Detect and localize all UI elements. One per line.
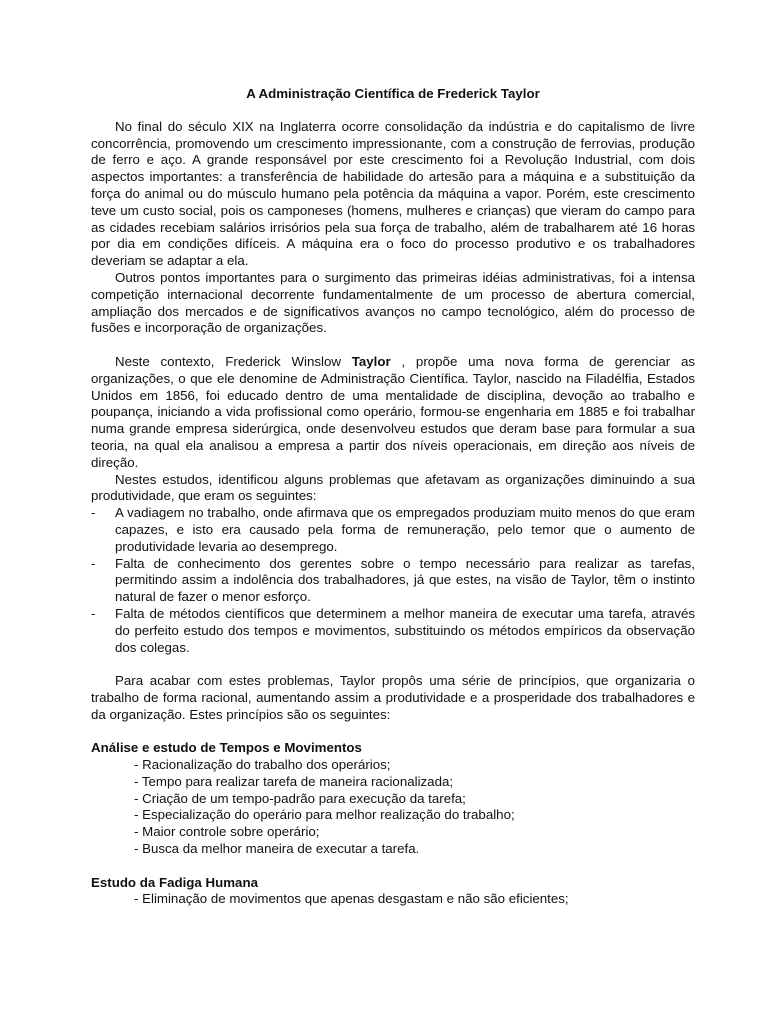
paragraph-taylor-context xyxy=(91,354,695,472)
dash-marker: - xyxy=(91,505,96,521)
dash-marker: - xyxy=(91,605,96,621)
list-item xyxy=(91,505,695,555)
list-item xyxy=(91,556,695,606)
list-item: - Racionalização do trabalho dos operários; xyxy=(134,757,391,773)
dash-marker: - xyxy=(91,555,96,571)
document-page xyxy=(91,86,695,908)
paragraph-problems-intro: Nestes estudos, identificou alguns problemas que afetavam as organizações diminuindo a sua produtividade, que eram os seguintes: xyxy=(91,471,695,504)
document-title: A Administração Científica de Frederick Taylor xyxy=(246,86,540,101)
section-heading-fatigue: Estudo da Fadiga Humana xyxy=(91,874,258,890)
list-item-text: A vadiagem no trabalho, onde afirmava que os empregados produziam muito menos do que eram capazes, e isto era causado pela forma de remuneração, pelo temor que o aumento de produtividade levaria ao desemprego. xyxy=(115,505,695,554)
spacer xyxy=(91,858,695,875)
fatigue-list xyxy=(91,891,695,908)
list-item: - Criação de um tempo-padrão para execução da tarefa; xyxy=(134,790,466,806)
paragraph-principles-intro: Para acabar com estes problemas, Taylor propôs uma série de princípios, que organizaria o trabalho de forma racional, aumentando assim a produtividade e a prosperidade dos trabalhadores e da organização. Estes princípios são os seguintes: xyxy=(91,673,695,722)
problems-list xyxy=(91,505,695,656)
paragraph-other-points: Outros pontos importantes para o surgimento das primeiras idéias administrativas, foi a intensa competição internacional decorrente fundamentalmente de um processo de abertura comercial, ampliação dos mercados e de significativos avanços no campo tecnológico, além do processo de fusões e incorporação de organizações. xyxy=(91,269,695,336)
list-item-text: Falta de métodos científicos que determinem a melhor maneira de executar uma tarefa, através do perfeito estudo dos tempos e movimentos, substituindo os métodos empíricos da observação dos colegas. xyxy=(115,605,695,655)
time-motion-list xyxy=(91,757,695,858)
spacer xyxy=(91,723,695,740)
list-item-text: Falta de conhecimento dos gerentes sobre o tempo necessário para realizar as tarefas, permitindo assim a indolência dos trabalhadores, já que estes, na visão de Taylor, têm o instinto natural de fazer o menor esforço. xyxy=(115,555,695,605)
list-item: - Especialização do operário para melhor realização do trabalho; xyxy=(134,807,515,823)
list-item: - Eliminação de movimentos que apenas desgastam e não são eficientes; xyxy=(134,891,569,907)
list-item: - Tempo para realizar tarefa de maneira racionalizada; xyxy=(134,773,454,789)
list-item xyxy=(91,606,695,656)
spacer xyxy=(91,337,695,354)
paragraph-text: Neste contexto, Frederick Winslow xyxy=(115,353,352,369)
list-item: - Busca da melhor maneira de executar a tarefa. xyxy=(134,841,420,857)
paragraph-intro: No final do século XIX na Inglaterra ocorre consolidação da indústria e do capitalismo de livre concorrência, promovendo um crescimento impressionante, com a construção de ferrovias, produção de ferro e aço. A grande responsável por este crescimento foi a Revolução Industrial, com dois aspectos importantes: a transferência de habilidade do artesão para a máquina e a substituição da força do animal ou do músculo humano pela potência da máquina a vapor. Porém, este crescimento teve um custo social, pois os camponeses (homens, mulheres e crianças) que vieram do campo para as cidades recebiam salários irrisórios pela sua força de trabalho, além de trabalharem até 16 horas por dia em condições difíceis. A máquina era o foco do processo produtivo e os trabalhadores deveriam se adaptar a ela. xyxy=(91,118,695,269)
taylor-name: Taylor xyxy=(351,353,391,369)
section-heading-time-motion: Análise e estudo de Tempos e Movimentos xyxy=(91,740,362,756)
list-item: - Maior controle sobre operário; xyxy=(134,824,320,840)
paragraph-text: , propõe uma nova forma de gerenciar as organizações, o que ele denomine de Administração Científica. Taylor, nascido na Filadélfia, Estados Unidos em 1856, foi educado dentro de uma mentalidade de disciplina, devoção ao trabalho e poupança, iniciando a vida profissional como operário, formou-se engenharia em 1885 e foi trabalhar numa grande empresa siderúrgica, onde desenvolveu estudos que deram base para formular a sua teoria, na qual ela analisou a empresa a partir dos níveis operacionais, em direção aos níveis de direção. xyxy=(91,353,695,470)
spacer xyxy=(91,656,695,673)
